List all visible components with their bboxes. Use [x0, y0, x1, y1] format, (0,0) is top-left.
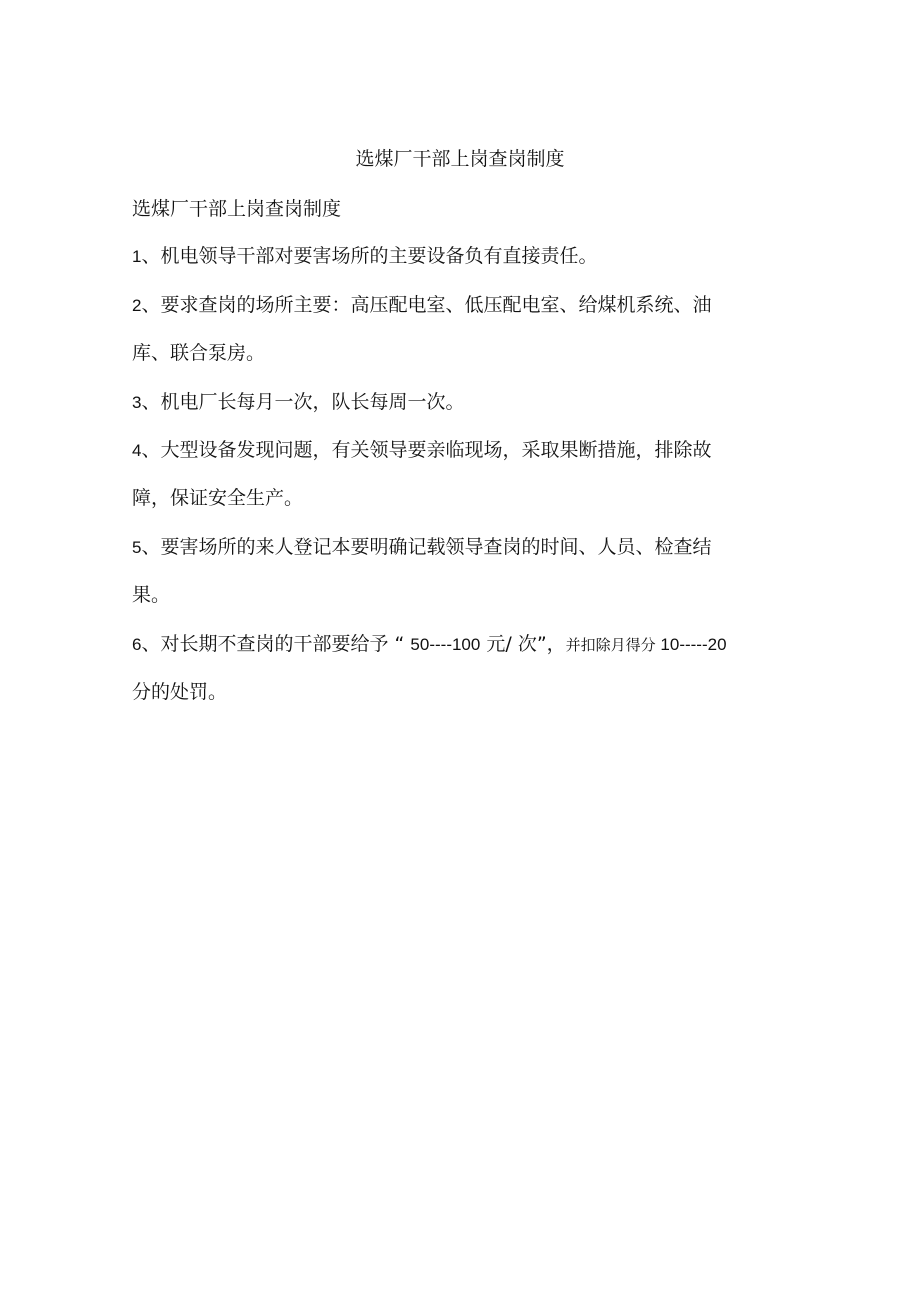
- list-item-6-continuation: 分的处罚。: [132, 681, 228, 703]
- item-text: 、要害场所的来人登记本要明确记载领导查岗的时间、人员、检查结: [141, 536, 712, 558]
- score-range: 10-----20: [655, 635, 727, 654]
- item-number: 2: [132, 296, 142, 315]
- item-text: 、要求查岗的场所主要：高压配电室、低压配电室、给煤机系统、油: [141, 294, 712, 316]
- item-number: 3: [132, 393, 142, 412]
- list-item-6: [132, 631, 727, 658]
- document-title: 选煤厂干部上岗查岗制度: [355, 148, 565, 170]
- penalty-unit: 元/ 次”，: [480, 633, 566, 655]
- list-item-5-continuation: 果。: [132, 584, 171, 606]
- quote-open: “: [388, 633, 411, 655]
- item-text-deduction: 并扣除月得分: [565, 636, 656, 654]
- item-text: 、大型设备发现问题，有关领导要亲临现场，采取果断措施，排除故: [141, 439, 712, 461]
- item-number: 4: [132, 441, 142, 460]
- item-text: 、对长期不查岗的干部要给予: [141, 633, 389, 655]
- list-item-3: [132, 389, 464, 416]
- list-item-4-continuation: 障，保证安全生产。: [132, 487, 304, 509]
- item-number: 1: [132, 247, 142, 266]
- penalty-amount: 50----100: [410, 635, 481, 654]
- item-number: 5: [132, 538, 142, 557]
- document-subtitle: 选煤厂干部上岗查岗制度: [132, 198, 342, 220]
- list-item-1: [132, 243, 597, 270]
- list-item-2: [132, 292, 711, 319]
- item-text: 、机电厂长每月一次，队长每周一次。: [141, 391, 465, 413]
- item-number: 6: [132, 635, 142, 654]
- list-item-2-continuation: 库、联合泵房。: [132, 342, 266, 364]
- list-item-4: [132, 437, 711, 464]
- item-text: 、机电领导干部对要害场所的主要设备负有直接责任。: [141, 245, 598, 267]
- list-item-5: [132, 534, 711, 561]
